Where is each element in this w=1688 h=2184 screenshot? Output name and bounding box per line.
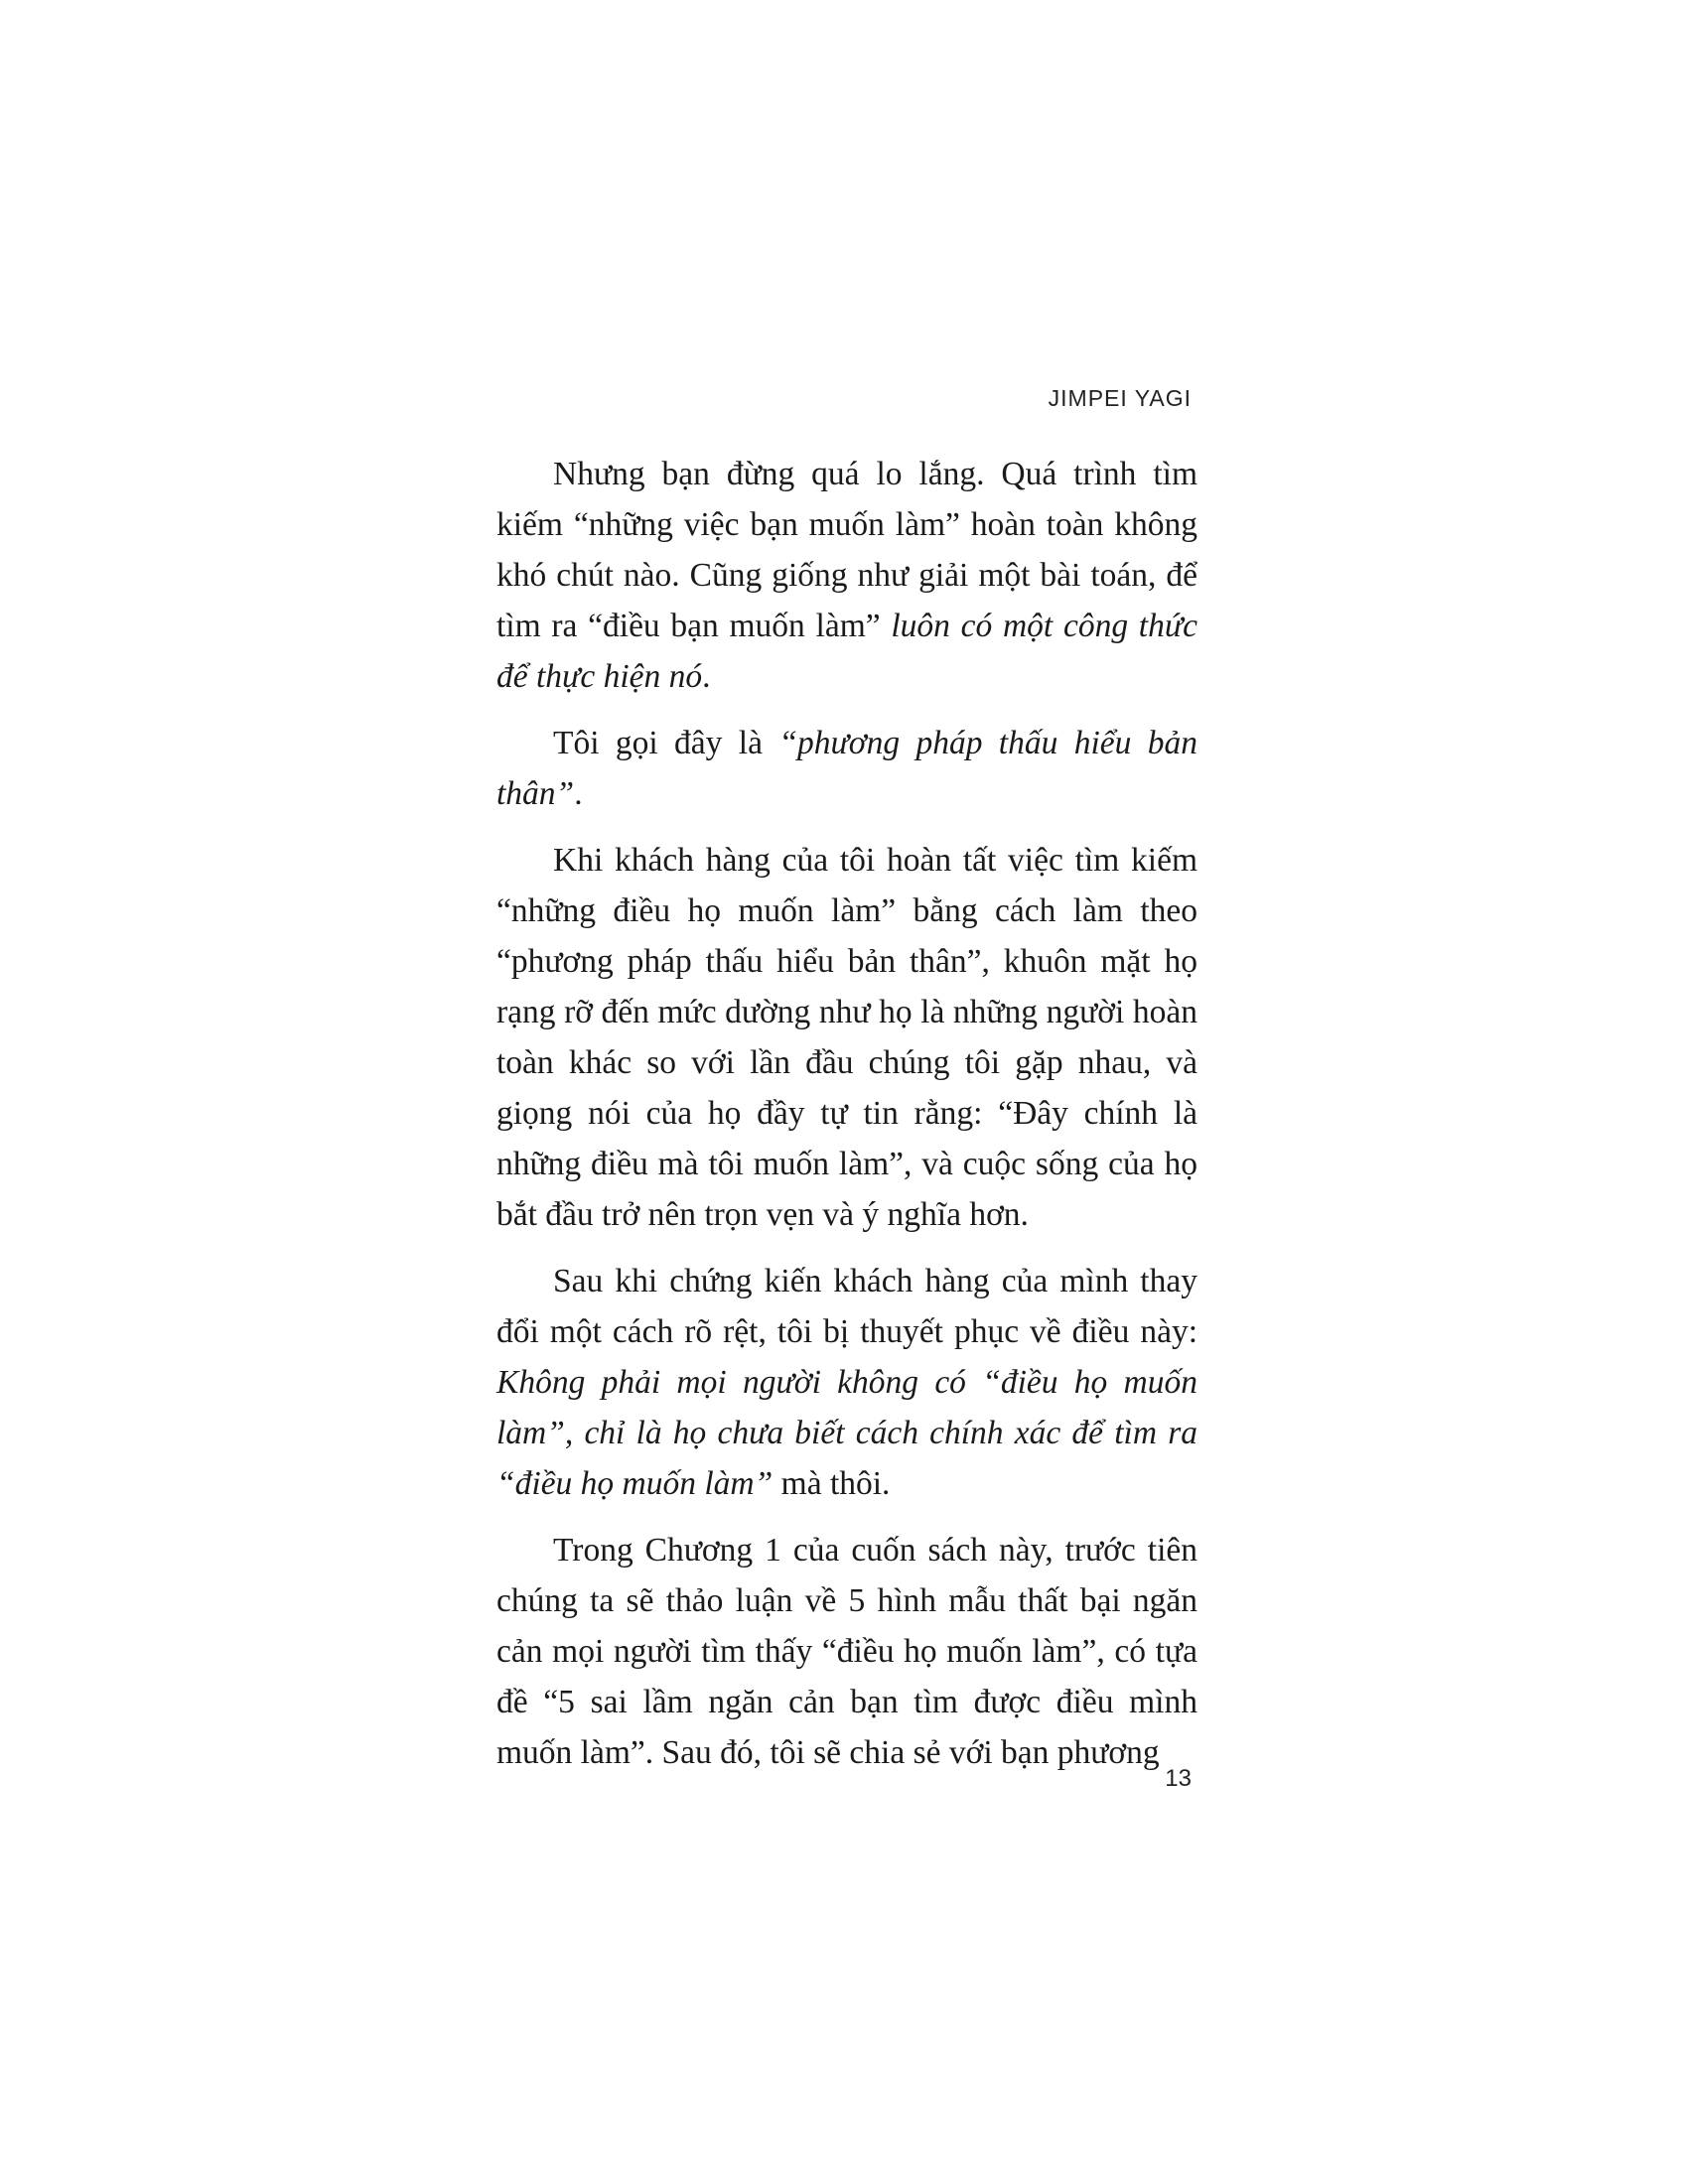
text-segment: Nhưng bạn đừng quá lo lắng. Quá trình tìm kiếm “những việc bạn muốn làm” hoàn toàn không khó chút nào. Cũng giống như giải một bài toán, để tìm ra “điều bạn muốn làm” bbox=[496, 456, 1197, 644]
text-segment: Trong Chương 1 của cuốn sách này, trước tiên chúng ta sẽ thảo luận về 5 hình mẫu thất bại ngăn cản mọi người tìm thấy “điều họ muốn làm”, có tựa đề “5 sai lầm ngăn cản bạn tìm được điều mình muốn làm”. Sau đó, tôi sẽ chia sẻ với bạn phương bbox=[496, 1532, 1197, 1771]
text-segment: Sau khi chứng kiến khách hàng của mình thay đổi một cách rõ rệt, tôi bị thuyết phục về điều này: bbox=[496, 1263, 1197, 1350]
running-header-author: JIMPEI YAGI bbox=[1048, 385, 1192, 411]
paragraph bbox=[496, 1525, 1197, 1778]
paragraph bbox=[496, 718, 1197, 819]
paragraph bbox=[496, 449, 1197, 702]
italic-text-segment: “phương pháp thấu hiểu bản thân” bbox=[496, 725, 1198, 812]
italic-text-segment: Không phải mọi người không có “điều họ muốn làm”, chỉ là họ chưa biết cách chính xác để tìm ra “điều họ muốn làm” bbox=[496, 1364, 1197, 1502]
paragraph bbox=[496, 1256, 1197, 1509]
text-segment: Khi khách hàng của tôi hoàn tất việc tìm kiếm “những điều họ muốn làm” bằng cách làm theo “phương pháp thấu hiểu bản thân”, khuôn mặt họ rạng rỡ đến mức dường như họ là những người hoàn toàn khác so với lần đầu chúng tôi gặp nhau, và giọng nói của họ đầy tự tin rằng: “Đây chính là những điều mà tôi muốn làm”, và cuộc sống của họ bắt đầu trở nên trọn vẹn và ý nghĩa hơn. bbox=[496, 842, 1197, 1233]
paragraph bbox=[496, 835, 1197, 1240]
text-segment: mà thôi. bbox=[773, 1465, 891, 1502]
text-segment: . bbox=[574, 775, 583, 812]
body-text bbox=[496, 449, 1197, 1778]
italic-text-segment: luôn có một công thức để thực hiện nó bbox=[496, 608, 1197, 695]
page-number: 13 bbox=[1165, 1765, 1192, 1792]
text-segment: Tôi gọi đây là bbox=[553, 725, 779, 761]
text-segment: . bbox=[702, 658, 711, 695]
